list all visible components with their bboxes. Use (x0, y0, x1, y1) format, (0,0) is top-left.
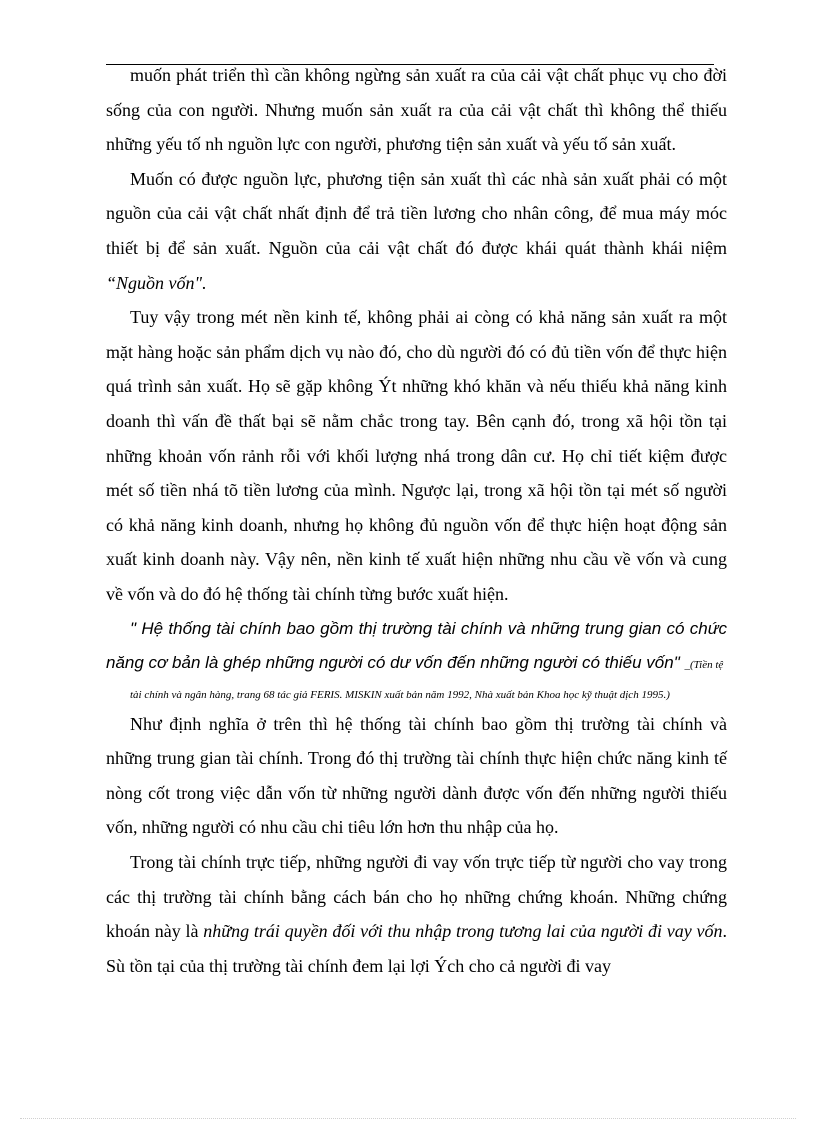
definition-quote-text: " Hệ thống tài chính bao gồm thị trường tài chính và những trung gian có chức năng cơ bản là ghép những người có dư vốn đến những người có thiếu vốn" (106, 618, 727, 673)
definition-citation-start: _(Tiền tệ (684, 659, 724, 672)
paragraph-2-text: Muốn có được nguồn lực, phương tiện sản xuất thì các nhà sản xuất phải có một nguồn của cải vật chất nhất định để trả tiền lương cho nhân công, để mua máy móc thiết bị để sản xuất. Nguồn của cải vật chất đó được khái quát thành khái niệm (106, 168, 727, 258)
paragraph-2-emphasis: “Nguồn vốn". (106, 272, 207, 293)
paragraph-4: Như định nghĩa ở trên thì hệ thống tài chính bao gồm thị trường tài chính và những trung gian tài chính. Trong đó thị trường tài chính thực hiện chức năng kinh tế nòng cốt trong việc dẫn vốn từ những người dành được vốn đến những người thiếu vốn, những người có nhu cầu chi tiêu lớn hơn thu nhập của họ. (106, 713, 727, 838)
paragraph-5-text: Trong tài chính trực tiếp, những người đi vay vốn trực tiếp từ người cho vay trong các thị trường tài chính bằng cách bán cho họ những chứng khoán. Những chứng khoán này là (106, 852, 727, 942)
paragraph-5-text-end: . Sù tồn tại của thị trường tài chính đem lại lợi Ých cho cả người đi vay (106, 921, 727, 976)
paragraph-5-emphasis: những trái quyền đối với thu nhập trong tương lai của người đi vay vốn (203, 921, 723, 942)
paragraph-3: Tuy vậy trong mét nền kinh tế, không phải ai còng có khả năng sản xuất ra một mặt hàng hoặc sản phẩm dịch vụ nào đó, cho dù người đó có đủ tiền vốn để thực hiện quá trình sản xuất. Họ sẽ gặp không Ýt những khó khăn và nếu thiếu khả năng kinh doanh thì vấn đề thất bại sẽ nằm chắc trong tay. Bên cạnh đó, trong xã hội tồn tại những khoản vốn rảnh rỗi với khối lượng nhá trong dân cư. Họ chỉ tiết kiệm được mét số tiền nhá tõ tiền lương của mình. Ngược lại, trong xã hội tồn tại mét số người có khả năng kinh doanh, nhưng họ không đủ nguồn vốn để thực hiện hoạt động sản xuất kinh doanh này. Vậy nên, nền kinh tế xuất hiện những nhu cầu về vốn và cung về vốn và do đó hệ thống tài chính từng bước xuất hiện. (106, 307, 727, 604)
definition-quote (106, 612, 727, 683)
definition-citation: tài chính và ngân hàng, trang 68 tác giả FERIS. MISKIN xuất bản năm 1992, Nhà xuất bản Khoa học kỹ thuật dịch 1995.) (130, 688, 670, 701)
paragraph-5 (106, 845, 727, 983)
page-bottom-border (20, 1118, 796, 1119)
paragraph-2 (106, 162, 727, 300)
body-text (106, 58, 727, 983)
paragraph-1: muốn phát triển thì cần không ngừng sản xuất ra của cải vật chất phục vụ cho đời sống của con người. Nhưng muốn sản xuất ra của cải vật chất thì không thể thiếu những yếu tố nh nguồn lực con người, phương tiện sản xuất và yếu tố sản xuất. (106, 65, 727, 155)
